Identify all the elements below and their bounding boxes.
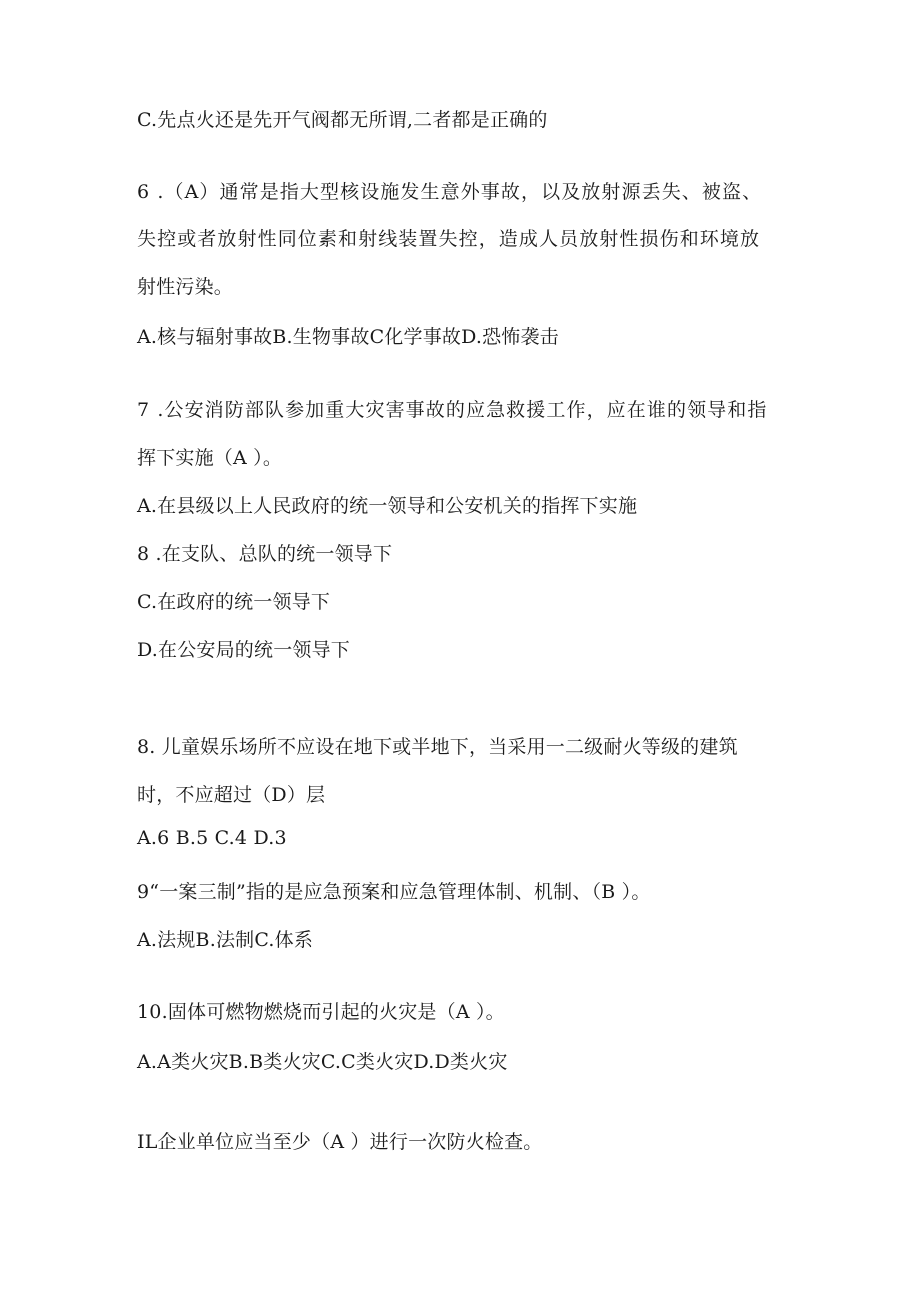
option-b-q7: 8 .在支队、总队的统一领导下 [137,543,393,565]
question-9: 9“一案三制”指的是应急预案和应急管理体制、机制、（B ）。 [137,881,651,903]
question-7-line-1: 7 .公安消防部队参加重大灾害事故的应急救援工作，应在谁的领导和指 [137,399,768,421]
question-7-line-2: 挥下实施（A ）。 [137,447,283,469]
options-q9: A.法规B.法制C.体系 [137,929,314,951]
options-q8: A.6 B.5 C.4 D.3 [137,827,287,849]
question-8-line-2: 时，不应超过（D）层 [137,784,326,806]
options-q10: A.A类火灾B.B类火灾C.C类火灾D.D类火灾 [137,1051,508,1073]
options-q6: A.核与辐射事故B.生物事故C化学事故D.恐怖袭击 [137,326,559,348]
option-d-q7: D.在公安局的统一领导下 [137,639,350,661]
question-11: IL企业单位应当至少（A ）进行一次防火检查。 [137,1131,543,1153]
question-6-line-3: 射性污染。 [137,276,234,298]
option-a-q7: A.在县级以上人民政府的统一领导和公安机关的指挥下实施 [137,495,638,517]
question-6-line-2: 失控或者放射性同位素和射线装置失控，造成人员放射性损伤和环境放 [137,228,761,250]
question-8-line-1: 8. 儿童娱乐场所不应设在地下或半地下，当采用一二级耐火等级的建筑 [137,736,738,758]
question-10: 10.固体可燃物燃烧而引起的火灾是（A ）。 [137,1001,505,1023]
option-c-q7: C.在政府的统一领导下 [137,591,331,613]
option-c-q5: C.先点火还是先开气阀都无所谓,二者都是正确的 [137,109,548,131]
question-6-line-1: 6 .（A）通常是指大型核设施发生意外事故，以及放射源丢失、被盗、 [137,181,763,203]
